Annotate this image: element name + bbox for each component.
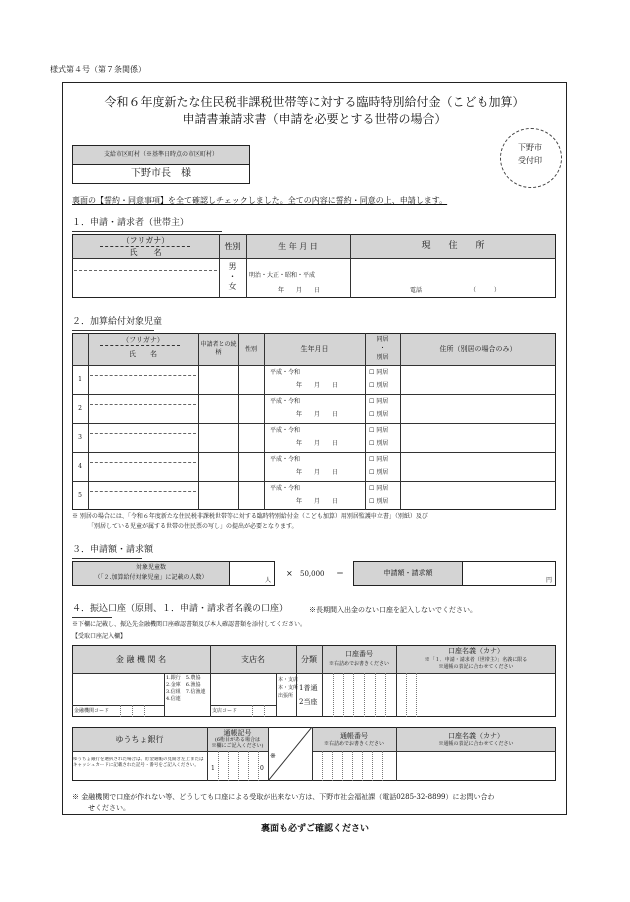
applicant-name-header: 氏 名 xyxy=(129,248,162,257)
municipality-addressee: 下野市長 様 xyxy=(131,168,191,179)
account-number-header: 口座番号 xyxy=(345,650,373,658)
passbook-number-note: ※右詰めでお書きください xyxy=(323,741,384,747)
child-row-number: 5 xyxy=(78,492,82,499)
child-row-ymd[interactable]: 年 月 日 xyxy=(296,498,339,505)
account-holder-header: 口座名義（カナ） xyxy=(448,647,504,655)
child-row-cohabit-option[interactable]: ☐ 同居 xyxy=(369,398,389,405)
branch-code-label: 支店コード xyxy=(212,708,238,714)
children-name-header: 氏 名 xyxy=(129,350,157,358)
child-row-cohabit-option[interactable]: ☐ 同居 xyxy=(369,369,389,376)
total-amount-label: 申請額・請求額 xyxy=(383,569,433,577)
children-birth-header: 生年月日 xyxy=(300,345,329,353)
section2-underline xyxy=(72,330,154,331)
category-header: 分類 xyxy=(301,655,317,664)
separate-note-line2: 「別居している児童が属する世帯の住民票の写し」の提出が必要となります。 xyxy=(88,523,298,530)
municipality-header: 支給市区町村（※基準日時点の市区町村） xyxy=(103,151,218,158)
applicant-sex-header: 性別 xyxy=(224,242,241,251)
child-row-separate-option[interactable]: ☐ 別居 xyxy=(369,411,389,418)
yucho-bank-label: ゆうちょ銀行 xyxy=(115,735,164,744)
section4-heading: ４．振込口座（原則、１．申請・請求者名義の口座） xyxy=(72,604,289,614)
confirmation-statement: 裏面の【誓約・同意事項】を全て確認しチェックしました。全ての内容に誓約・同意の上、申請します。 xyxy=(72,196,448,205)
section4-note: ※長期間入出金のない口座を記入しないでください。 xyxy=(309,606,477,614)
children-furigana-header: （フリガナ） xyxy=(122,336,164,344)
applicant-era-options[interactable]: 明治・大正・昭和・平成 xyxy=(249,272,316,279)
account-holder-note-2: ※通帳の表記に合わせてください xyxy=(438,664,514,670)
applicant-address-header: 現 住 所 xyxy=(421,241,485,251)
child-row-era[interactable]: 平成・令和 xyxy=(270,398,301,405)
child-row-separate-option[interactable]: ☐ 別居 xyxy=(369,382,389,389)
yucho-holder-header: 口座名義（カナ） xyxy=(448,732,504,740)
child-row-number: 3 xyxy=(78,434,82,441)
passbook-symbol-digit-0: 0 xyxy=(260,765,264,772)
receiving-account-label: 【受取口座記入欄】 xyxy=(72,633,127,640)
child-row-separate-option[interactable]: ☐ 別居 xyxy=(369,469,389,476)
attachment-note: ※下欄に記載し、振込先金融機関口座確認書類及び本人確認書類を添付してください。 xyxy=(72,621,307,628)
child-row-ymd[interactable]: 年 月 日 xyxy=(296,440,339,447)
applicant-phone-paren[interactable]: （ ） xyxy=(470,287,501,294)
child-row-cohabit-option[interactable]: ☐ 同居 xyxy=(369,485,389,492)
category-current[interactable]: 2当座 xyxy=(299,698,318,706)
child-count-sublabel: （「２.加算給付対象児童」に記載の人数） xyxy=(94,574,208,581)
category-ordinary[interactable]: 1普通 xyxy=(299,684,318,692)
section3-heading: ３．申請額・請求額 xyxy=(72,545,154,555)
children-cohabit-header-dot: ・ xyxy=(379,345,386,352)
total-amount-input[interactable] xyxy=(462,561,556,586)
form-subtitle: 申請書兼請求書（申請を必要とする世帯の場合） xyxy=(182,112,447,126)
child-row-number: 1 xyxy=(78,376,82,383)
section3-underline xyxy=(72,558,142,559)
bank-name-header: 金 融 機 関 名 xyxy=(115,655,167,664)
bank-type-option[interactable]: 2.金庫 6.漁協 xyxy=(166,682,201,688)
child-row-era[interactable]: 平成・令和 xyxy=(270,485,301,492)
section1-underline xyxy=(72,231,222,232)
branch-type-option[interactable]: 本・支店 xyxy=(278,677,299,683)
footer-note-line2: せください。 xyxy=(88,804,130,812)
child-row-cohabit-option[interactable]: ☐ 同居 xyxy=(369,427,389,434)
applicant-sex-male[interactable]: 男 xyxy=(228,262,237,271)
multiply-sign: × xyxy=(286,569,293,578)
separate-note-line1: ※ 別居の場合には、「令和６年度新たな住民税非課税世帯等に対する臨時特別給付金（こども加算）用別居監護申立書」（別紙）及び xyxy=(72,513,428,520)
account-number-note: ※右詰めでお書きください xyxy=(328,661,389,667)
children-cohabit-header-1: 同居 xyxy=(376,336,389,343)
passbook-symbol-star: ※ xyxy=(270,752,276,760)
child-row-separate-option[interactable]: ☐ 別居 xyxy=(369,498,389,505)
form-title: 令和６年度新たな住民税非課税世帯等に対する臨時特別給付金（こども加算） xyxy=(104,95,525,109)
applicant-birth-header: 生 年 月 日 xyxy=(278,242,318,251)
child-row-number: 4 xyxy=(78,463,82,470)
children-cohabit-header-2: 別居 xyxy=(376,354,389,361)
child-row-ymd[interactable]: 年 月 日 xyxy=(296,382,339,389)
child-count-label: 対象児童数 xyxy=(135,564,166,571)
stamp-city: 下野市 xyxy=(518,143,542,152)
stamp-label: 受付印 xyxy=(518,156,542,165)
bank-code-label: 金融機関コード xyxy=(74,708,110,714)
account-holder-note-1: ※「１．申請・請求者（世帯主）」名義に限る xyxy=(424,657,528,663)
bank-type-option[interactable]: 3.信組 7.信漁連 xyxy=(166,689,206,695)
bank-type-option[interactable]: 4.信連 xyxy=(166,696,181,702)
branch-type-option[interactable]: 本・支所 xyxy=(278,685,299,691)
section1-heading: １．申請・請求者（世帯主） xyxy=(72,218,190,228)
children-relation-header: 申請者との続柄 xyxy=(200,341,237,356)
equals-sign: ＝ xyxy=(336,569,344,578)
child-count-unit: 人 xyxy=(265,577,272,584)
child-row-number: 2 xyxy=(78,405,82,412)
bank-type-option[interactable]: 1.銀行 5.農協 xyxy=(166,675,201,681)
applicant-birth-ymd[interactable]: 年 月 日 xyxy=(278,287,321,294)
amount-per-child: 50,000 xyxy=(300,570,325,578)
back-side-reminder: 裏面も必ずご確認ください xyxy=(260,824,369,834)
passbook-number-header: 通帳番号 xyxy=(340,732,368,740)
children-sex-header: 性別 xyxy=(244,346,257,353)
branch-type-option[interactable]: 出張所 xyxy=(278,693,294,699)
section4-underline xyxy=(72,617,112,618)
branch-name-header: 支店名 xyxy=(241,655,265,664)
passbook-symbol-note-2: ※欄にご記入ください) xyxy=(211,743,264,749)
child-row-separate-option[interactable]: ☐ 別居 xyxy=(369,440,389,447)
total-amount-unit: 円 xyxy=(546,577,553,584)
passbook-symbol-digit-1: 1 xyxy=(211,765,215,772)
child-row-cohabit-option[interactable]: ☐ 同居 xyxy=(369,456,389,463)
yucho-instruction: ゆうちょ銀行を選択された場合は、貯金通帳の見開き左上またはキャッシュカードに記載された記号・番号をご記入ください。 xyxy=(73,757,204,769)
form-number: 様式第４号（第７条関係） xyxy=(50,65,146,74)
footer-note-line1: ※ 金融機関で口座が作れない等、どうしても口座による受取が出来ない方は、下野市社会福祉課（電話0285-32-8899）にお問い合わ xyxy=(72,793,495,801)
children-address-header: 住所（別居の場合のみ） xyxy=(439,345,517,353)
yucho-holder-note: ※通帳の表記に合わせてください xyxy=(438,741,514,747)
child-row-era[interactable]: 平成・令和 xyxy=(270,369,301,376)
applicant-furigana-header: （フリガナ） xyxy=(121,236,170,245)
child-row-era[interactable]: 平成・令和 xyxy=(270,456,301,463)
section2-heading: ２．加算給付対象児童 xyxy=(72,317,163,327)
child-row-era[interactable]: 平成・令和 xyxy=(270,427,301,434)
passbook-symbol-header: 通帳記号 xyxy=(223,729,252,737)
applicant-sex-female[interactable]: 女 xyxy=(228,282,237,291)
child-row-ymd[interactable]: 年 月 日 xyxy=(296,411,339,418)
passbook-symbol-note-1: (6桁目がある場合は xyxy=(214,737,261,743)
child-row-ymd[interactable]: 年 月 日 xyxy=(296,469,339,476)
applicant-sex-dot: ・ xyxy=(228,272,237,281)
applicant-phone-label: 電話 xyxy=(410,287,423,294)
